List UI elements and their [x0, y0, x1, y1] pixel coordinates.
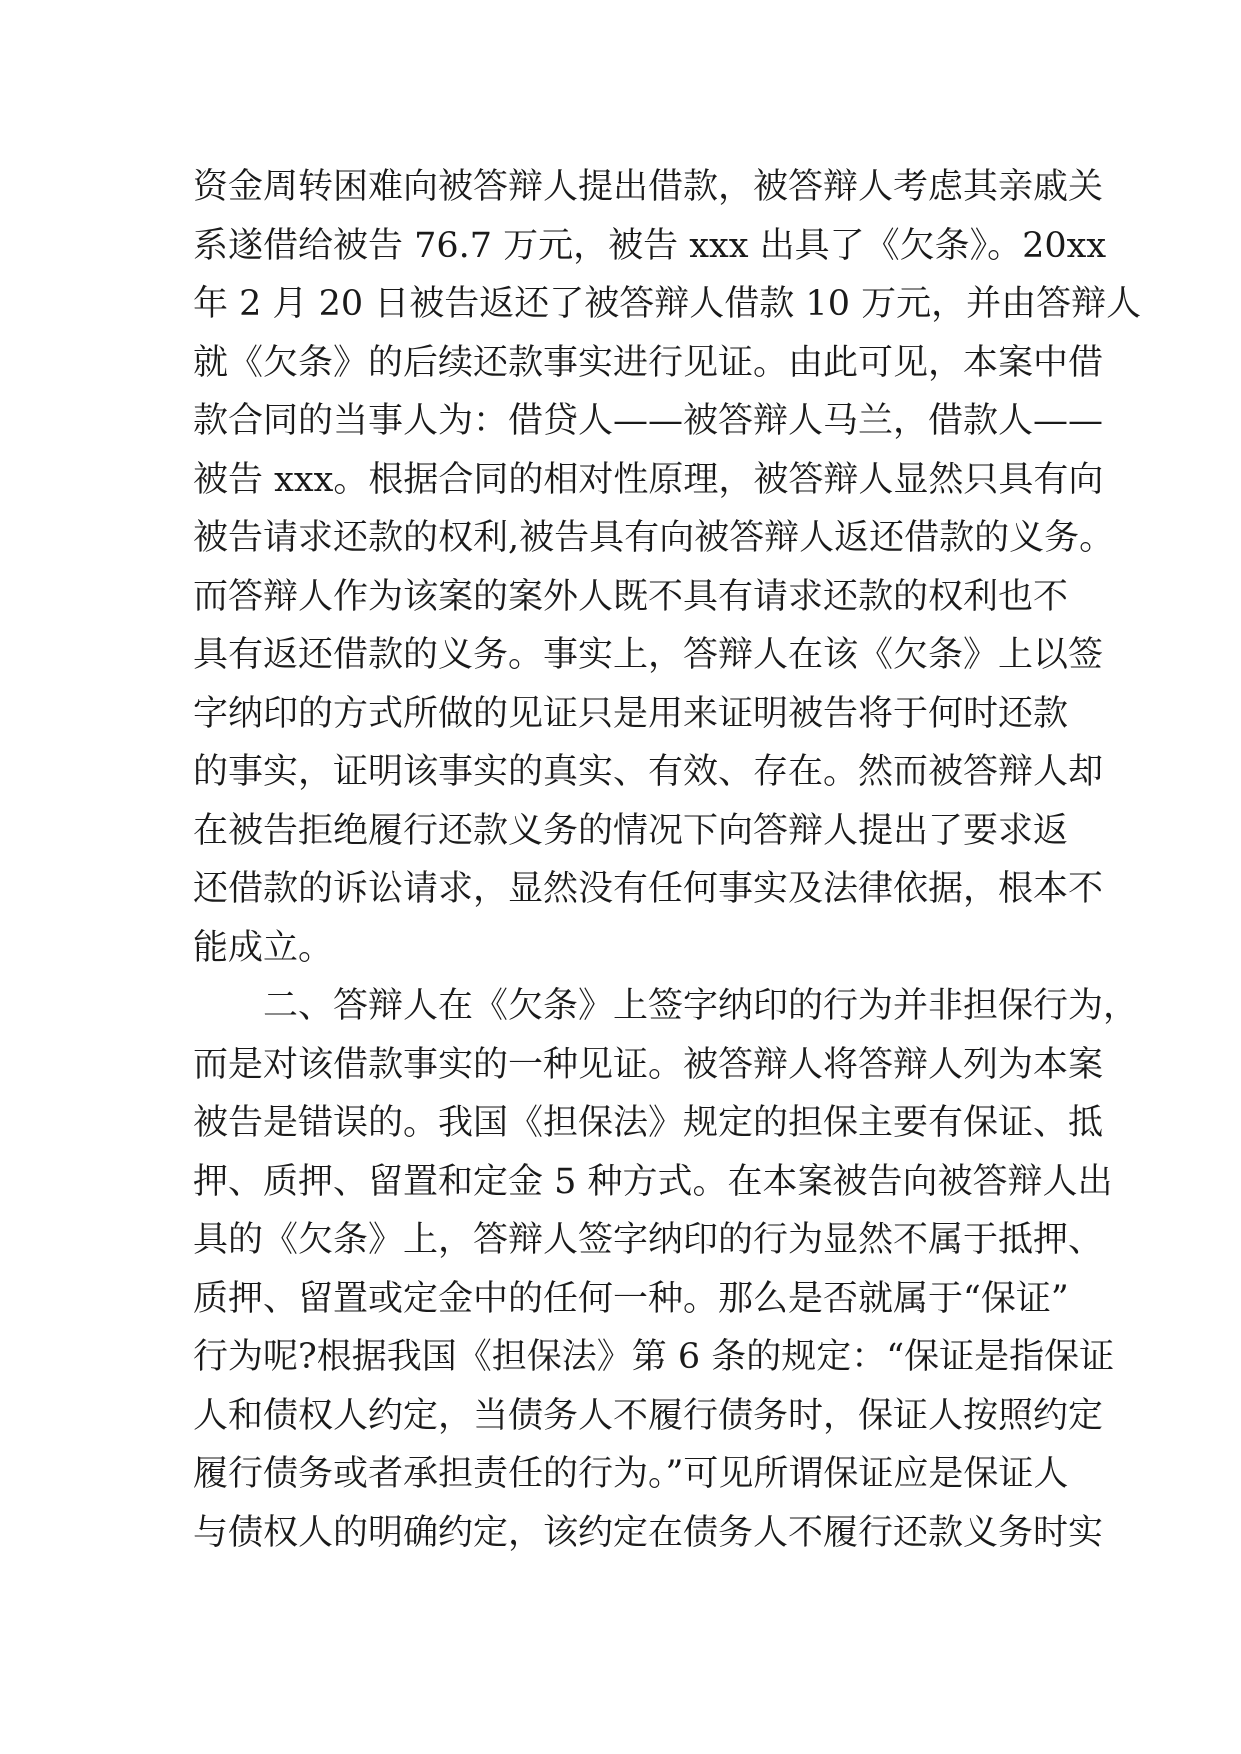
- text-line: 人和债权人约定，当债务人不履行债务时，保证人按照约定: [193, 1395, 1104, 1436]
- text-line: 还借款的诉讼请求，显然没有任何事实及法律依据，根本不: [193, 869, 1104, 909]
- text-line: 年 2 月 20 日被告返还了被答辩人借款 10 万元，并由答辩人: [193, 284, 1142, 324]
- text-line: 而是对该借款事实的一种见证。被答辩人将答辩人列为本案: [193, 1044, 1104, 1085]
- text-line: 的事实，证明该事实的真实、有效、存在。然而被答辩人却: [193, 752, 1104, 792]
- text-line: 就《欠条》的后续还款事实进行见证。由此可见，本案中借: [193, 342, 1104, 383]
- text-line: 具的《欠条》上，答辩人签字纳印的行为显然不属于抵押、: [193, 1220, 1104, 1260]
- paragraph-start-line: 二、答辩人在《欠条》上签字纳印的行为并非担保行为，: [263, 986, 1139, 1026]
- text-line: 履行债务或者承担责任的行为。”可见所谓保证应是保证人: [193, 1454, 1069, 1494]
- text-line: 被告请求还款的权利,被告具有向被答辩人返还借款的义务。: [193, 518, 1115, 558]
- text-line: 在被告拒绝履行还款义务的情况下向答辩人提出了要求返: [193, 810, 1069, 851]
- text-line: 字纳印的方式所做的见证只是用来证明被告将于何时还款: [193, 693, 1069, 734]
- text-line: 款合同的当事人为：借贷人——被答辩人马兰，借款人——: [193, 401, 1104, 441]
- text-line: 被告 xxx。根据合同的相对性原理，被答辩人显然只具有向: [193, 459, 1104, 500]
- text-line: 质押、留置或定金中的任何一种。那么是否就属于“保证”: [193, 1278, 1069, 1319]
- text-line: 资金周转困难向被答辩人提出借款，被答辩人考虑其亲戚关: [193, 167, 1104, 207]
- text-line: 而答辩人作为该案的案外人既不具有请求还款的权利也不: [193, 576, 1069, 617]
- text-line: 被告是错误的。我国《担保法》规定的担保主要有保证、抵: [193, 1103, 1104, 1143]
- body-text: [193, 158, 1142, 1562]
- text-line: 具有返还借款的义务。事实上，答辩人在该《欠条》上以签: [193, 635, 1104, 675]
- text-line: 押、质押、留置和定金 5 种方式。在本案被告向被答辩人出: [193, 1161, 1113, 1202]
- text-line: 系遂借给被告 76.7 万元，被告 xxx 出具了《欠条》。20xx: [193, 225, 1107, 266]
- text-line: 行为呢?根据我国《担保法》第 6 条的规定：“保证是指保证: [193, 1337, 1115, 1377]
- paragraph-end-line: 能成立。: [193, 927, 334, 968]
- text-line: 与债权人的明确约定，该约定在债务人不履行还款义务时实: [193, 1512, 1104, 1553]
